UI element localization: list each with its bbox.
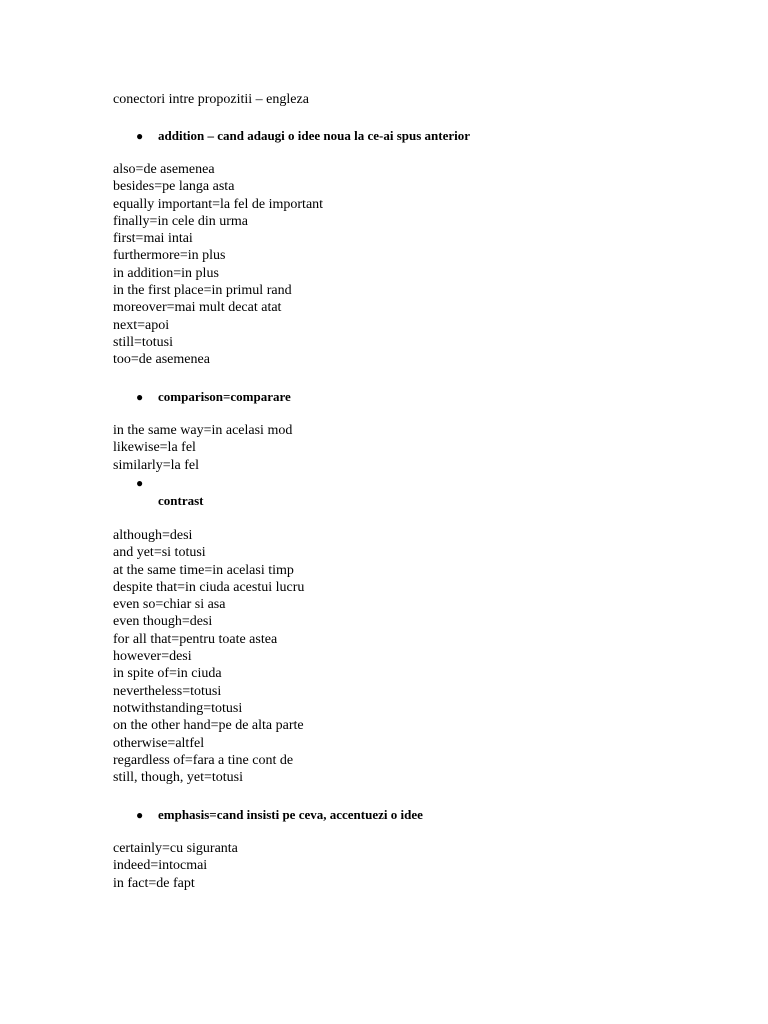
list-item: also=de asemenea — [113, 162, 215, 177]
list-item: equally important=la fel de important — [113, 196, 324, 212]
section-heading-text: emphasis=cand insisti pe ceva, accentuezi o idee — [158, 807, 423, 822]
list-item: similarly=la fel — [113, 457, 200, 473]
list-item: in the same way=in acelasi mod — [113, 423, 293, 438]
list-item: in the first place=in primul rand — [113, 283, 292, 299]
list-item: although=desi — [113, 528, 193, 543]
entry-list-emphasis — [113, 840, 238, 892]
section-heading-text: addition – cand adaugi o idee noua la ce-ai spus anterior — [158, 128, 471, 143]
list-item: otherwise=altfel — [113, 735, 205, 751]
entry-list-contrast — [113, 527, 304, 786]
list-item: even so=chiar si asa — [113, 597, 226, 613]
section-heading-text: contrast — [158, 493, 204, 508]
list-item: for all that=pentru toate astea — [113, 631, 278, 647]
list-item: too=de asemenea — [113, 352, 210, 368]
section-heading-emphasis — [0, 806, 768, 824]
bullet-icon: ● — [136, 390, 144, 404]
section-heading-comparison — [0, 388, 768, 406]
list-item: in fact=de fapt — [113, 875, 195, 891]
list-item: in addition=in plus — [113, 265, 219, 281]
entry-list-comparison — [113, 422, 292, 474]
list-item: next=apoi — [113, 317, 170, 333]
list-item: in spite of=in ciuda — [113, 666, 222, 682]
document-title: conectori intre propozitii – engleza — [113, 92, 309, 107]
bullet-icon: ● — [136, 129, 144, 143]
list-item: despite that=in ciuda acestui lucru — [113, 579, 305, 595]
list-item: likewise=la fel — [113, 440, 196, 456]
list-item: indeed=intocmai — [113, 858, 208, 874]
list-item: regardless of=fara a tine cont de — [113, 752, 294, 768]
list-item: even though=desi — [113, 614, 213, 630]
list-item: however=desi — [113, 649, 192, 665]
section-heading-contrast — [0, 492, 768, 510]
entry-list-addition — [113, 161, 323, 369]
list-item: finally=in cele din urma — [113, 213, 249, 229]
bullet-icon: ● — [136, 808, 144, 822]
bullet-icon: ● — [136, 476, 144, 490]
list-item: notwithstanding=totusi — [113, 700, 243, 716]
section-heading-addition — [0, 127, 768, 145]
list-item: on the other hand=pe de alta parte — [113, 718, 304, 734]
list-item: still, though, yet=totusi — [113, 770, 244, 786]
list-item: besides=pe langa asta — [113, 179, 235, 195]
list-item: at the same time=in acelasi timp — [113, 562, 294, 578]
list-item: nevertheless=totusi — [113, 683, 222, 699]
section-heading-text: comparison=comparare — [158, 389, 291, 404]
list-item: first=mai intai — [113, 231, 193, 247]
section-bullet-contrast — [0, 474, 768, 492]
list-item: still=totusi — [113, 334, 174, 350]
list-item: certainly=cu siguranta — [113, 841, 238, 856]
list-item: and yet=si totusi — [113, 545, 206, 561]
list-item: furthermore=in plus — [113, 248, 226, 264]
list-item: moreover=mai mult decat atat — [113, 300, 282, 316]
